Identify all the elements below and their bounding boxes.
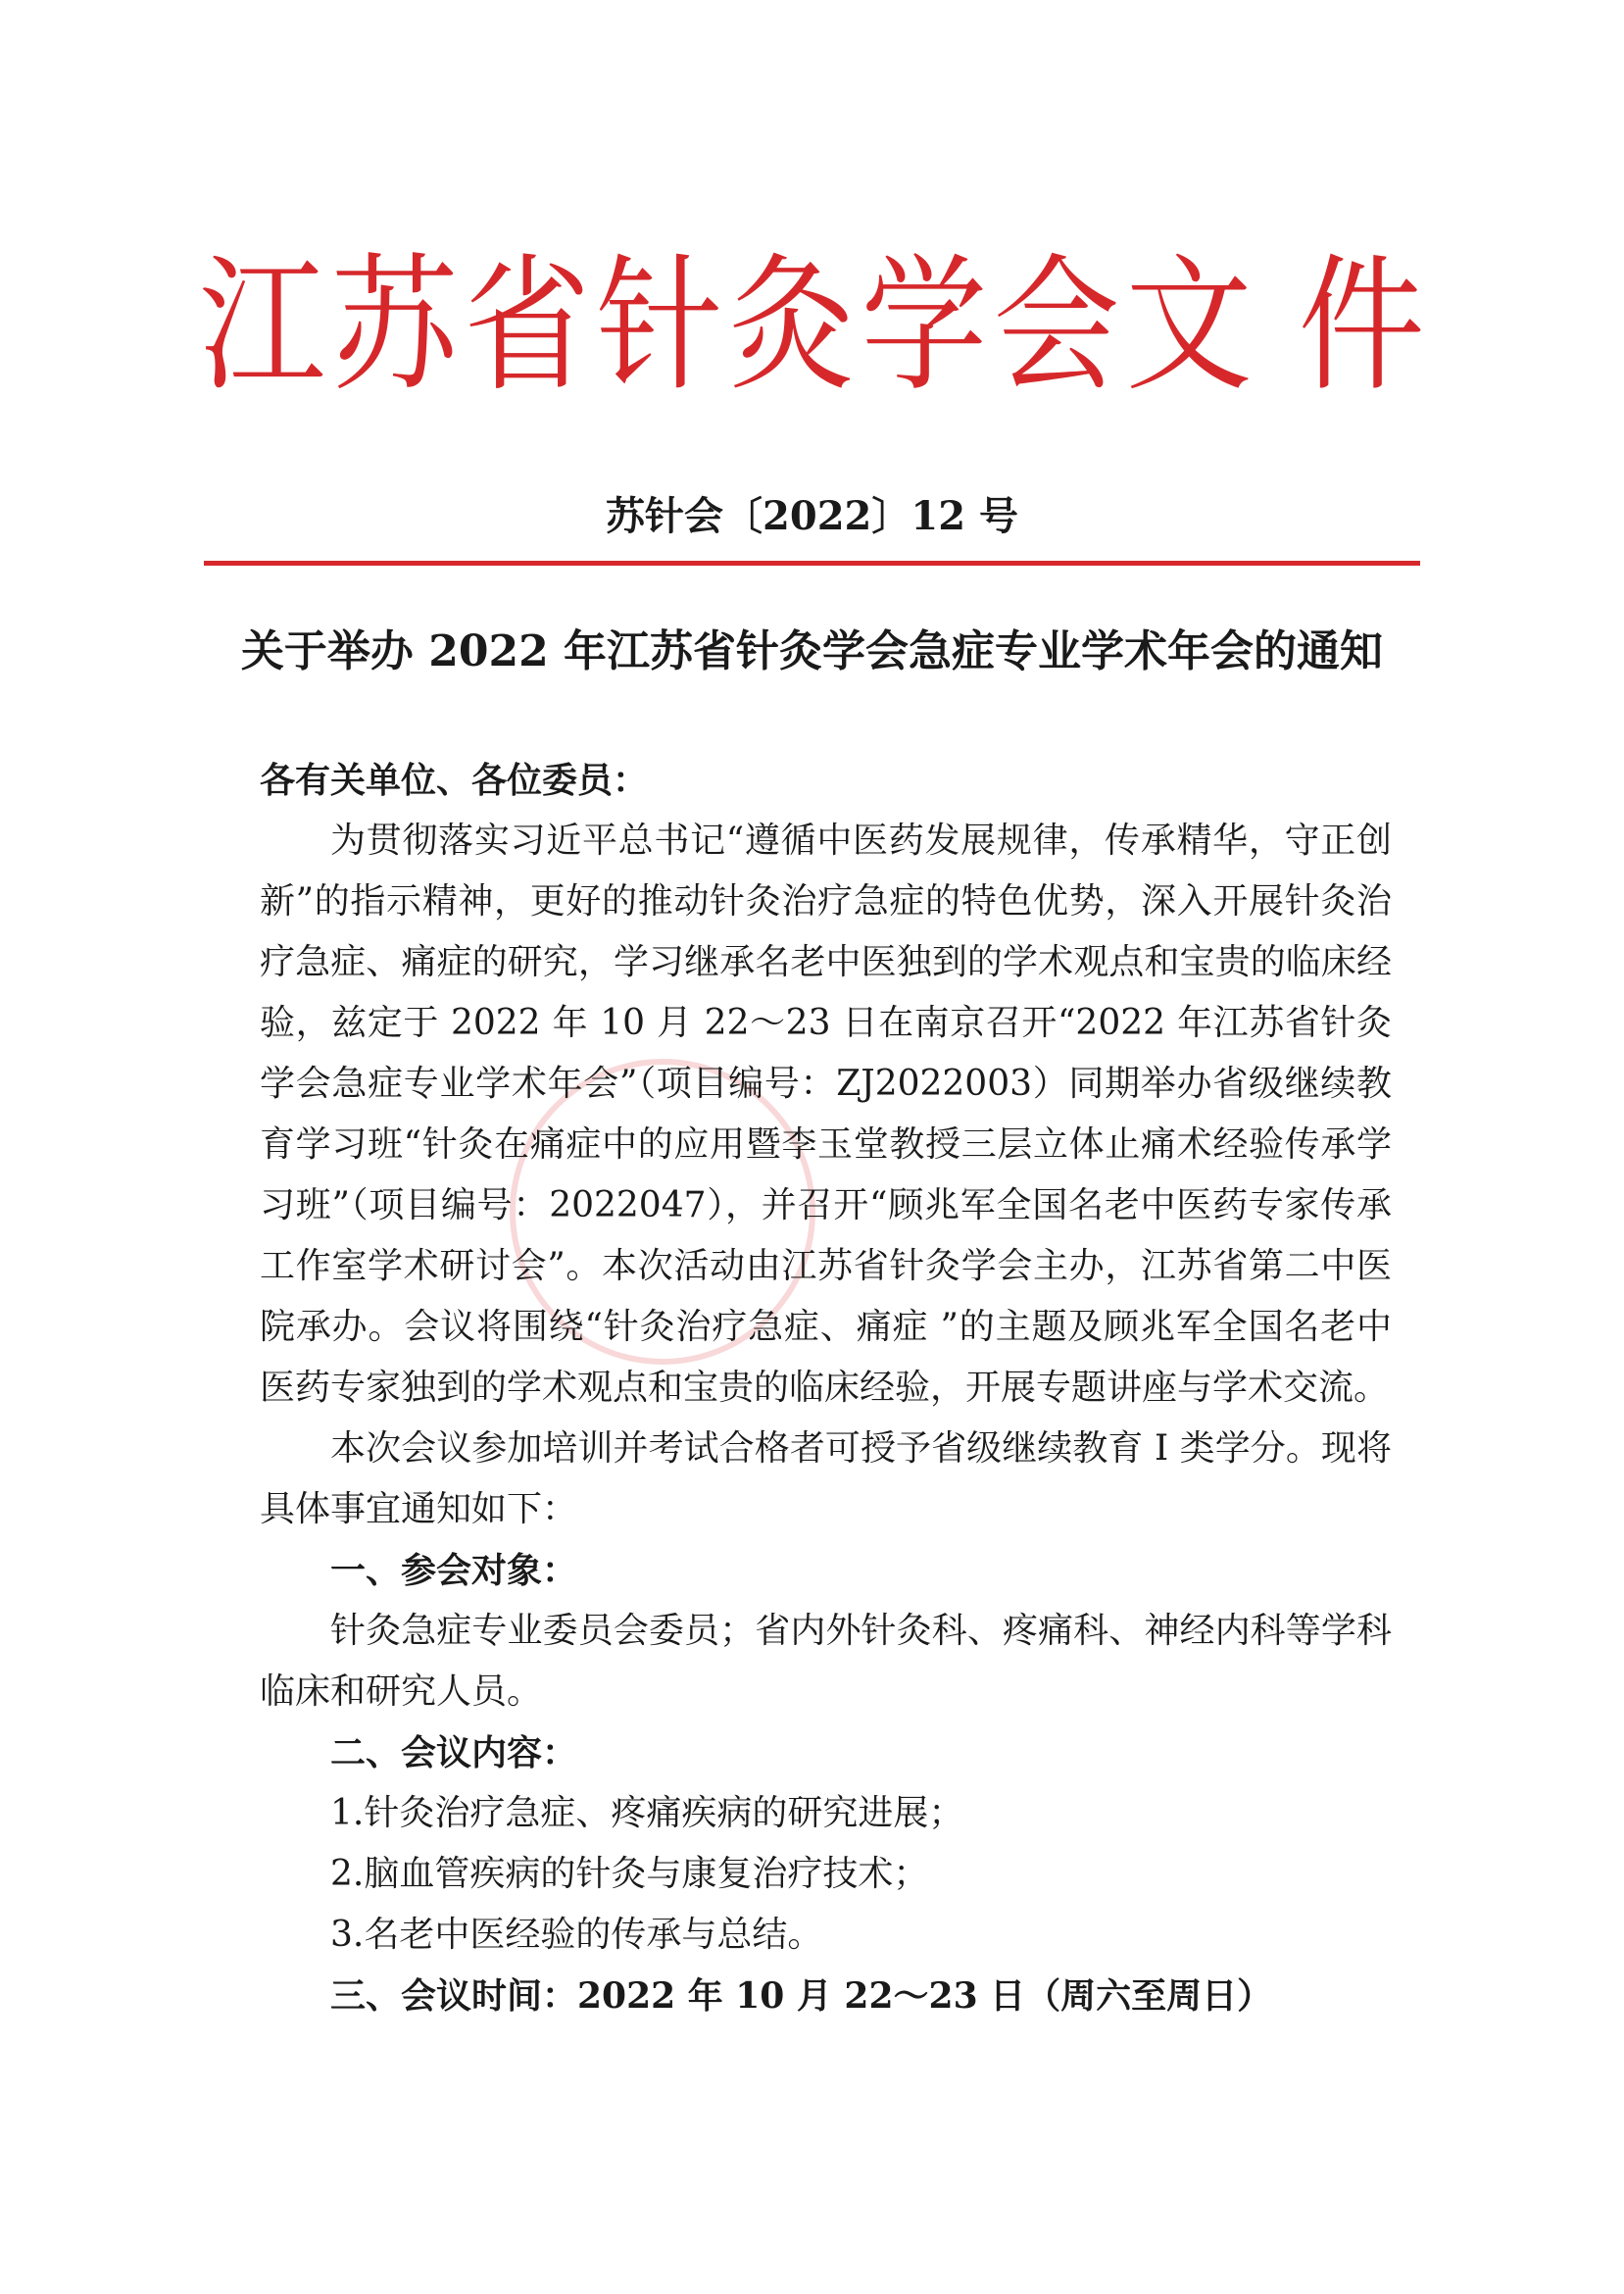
section-heading-content: 二、会议内容：	[330, 1732, 578, 1773]
content-item: 1.针灸治疗急症、疼痛疾病的研究进展；	[330, 1793, 964, 1833]
paragraph-intro: 为贯彻落实习近平总书记“遵循中医药发展规律，传承精华，守正创新”的指示精神，更好的推动针灸治疗急症的特色优势，深入开展针灸治疗急症、痛症的研究，学习继承名老中医独到的学术观点和宝贵的临床经验，兹定于 2022 年 10 月 22～23 日在南京召开“2022 年江苏省针灸学会急症专业学术年会”（项目编号：ZJ2022003）同期举办省级继续教育学习班“针灸在痛症中的应用暨李玉堂教授三层立体止痛术经验传承学习班”（项目编号：2022047），并召开“顾兆军全国名老中医药专家传承工作室学术研讨会”。本次活动由江苏省针灸学会主办，江苏省第二中医院承办。会议将围绕“针灸治疗急症、痛症 ”的主题及顾兆军全国名老中医药专家独到的学术观点和宝贵的临床经验，开展专题讲座与学术交流。	[260, 821, 1392, 1408]
masthead-char: 文	[1125, 241, 1253, 412]
notice-title: 关于举办 2022 年江苏省针灸学会急症专业学术年会的通知	[240, 626, 1384, 676]
content-item: 3.名老中医经验的传承与总结。	[330, 1915, 823, 1955]
masthead-char: 苏	[331, 241, 459, 412]
document-number: 苏针会〔2022〕12 号	[606, 493, 1018, 539]
masthead-title	[196, 224, 1425, 429]
participants-text: 针灸急症专业委员会委员；省内外针灸科、疼痛科、神经内科等学科临床和研究人员。	[260, 1611, 1392, 1712]
salutation: 各有关单位、各位委员：	[260, 760, 649, 801]
red-divider-line	[204, 561, 1420, 566]
masthead-char: 会	[993, 241, 1120, 412]
masthead-char: 江	[198, 241, 326, 412]
paragraph-credits: 本次会议参加培训并考试合格者可授予省级继续教育 I 类学分。现将具体事宜通知如下：	[260, 1428, 1392, 1529]
masthead-char: 省	[464, 241, 591, 412]
masthead-char: 灸	[728, 241, 856, 412]
section-heading-participants: 一、参会对象：	[330, 1550, 578, 1591]
masthead-char: 件	[1298, 241, 1425, 412]
notice-body	[260, 750, 1392, 2026]
masthead-char: 学	[861, 241, 988, 412]
section-heading-time: 三、会议时间：2022 年 10 月 22～23 日（周六至周日）	[330, 1975, 1273, 2017]
content-item: 2.脑血管疾病的针灸与康复治疗技术；	[330, 1854, 929, 1894]
masthead-char: 针	[596, 241, 723, 412]
